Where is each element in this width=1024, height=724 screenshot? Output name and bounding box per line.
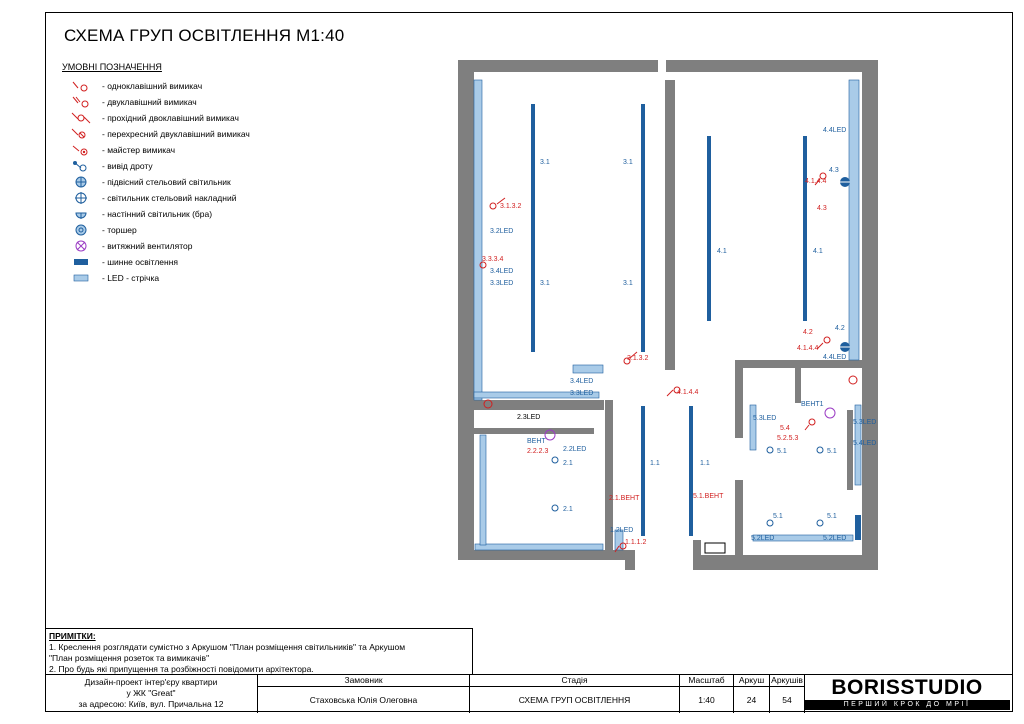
group-label: 3.1 — [540, 159, 550, 166]
track-lights — [531, 104, 861, 540]
group-label: 5.1 — [773, 513, 783, 520]
legend-label: - світильник стельовий накладний — [102, 193, 237, 203]
group-label: 5.3LED — [753, 415, 777, 422]
legend-item — [62, 207, 212, 221]
legend-label: - торшер — [102, 225, 137, 235]
floor-lamp-icon — [62, 224, 100, 236]
studio-logo — [804, 676, 1010, 710]
group-label: 3.1 — [623, 280, 633, 287]
project-cell — [45, 675, 257, 713]
legend-item — [62, 271, 159, 285]
wire-outlet-icon — [62, 160, 100, 172]
pass-through-switch-icon — [62, 112, 100, 124]
switch-label: 4.3 — [817, 205, 827, 212]
group-label: 2.1 — [563, 506, 573, 513]
group-label: 5.4LED — [853, 440, 877, 447]
legend-item — [62, 95, 197, 109]
legend-item — [62, 255, 178, 269]
switch-label: 4.1.4.4 — [797, 345, 819, 352]
switch-label: 5.1.ВЕНТ — [693, 493, 724, 500]
sheet-value: 24 — [733, 687, 769, 713]
group-label: 3.3LED — [490, 280, 514, 287]
switch-label: 2.1.ВЕНТ — [609, 495, 640, 502]
group-label: 2.1 — [563, 460, 573, 467]
master-switch-icon — [62, 144, 100, 156]
switch-label: 3.1.3.2 — [627, 355, 649, 362]
group-label: 4.4LED — [823, 354, 847, 361]
legend-item — [62, 127, 250, 141]
stage-value: СХЕМА ГРУП ОСВІТЛЕННЯ — [469, 687, 679, 713]
legend-label: - прохідний двоклавішний вимикач — [102, 113, 239, 123]
group-label: 5.1 — [777, 448, 787, 455]
notes-line: 2. Про будь які припущення та розбіжності повідомити архітектора. — [49, 664, 314, 674]
legend-label: - підвісний стельовий світильник — [102, 177, 231, 187]
group-label: 3.1 — [623, 159, 633, 166]
sheet-header: Аркуш — [733, 675, 769, 687]
logo-tagline: ПЕРШИЙ КРОК ДО МРІЇ — [804, 700, 1010, 710]
led-strip-icon — [62, 272, 100, 284]
client-header: Замовник — [257, 675, 469, 687]
group-label: 3.3LED — [570, 390, 594, 397]
client-name: Стаховська Юлія Олеговна — [257, 687, 469, 713]
project-line: за адресою: Київ, вул. Причальна 12 — [78, 699, 224, 709]
group-label: 2.2LED — [563, 446, 587, 453]
switch-label: 5.4 — [780, 425, 790, 432]
group-label: 3.1 — [540, 280, 550, 287]
exhaust-fan-icon — [62, 240, 100, 252]
switch-label: 3.3.3.4 — [482, 256, 504, 263]
legend-label: - шинне освітлення — [102, 257, 179, 267]
sheets-value: 54 — [769, 687, 805, 713]
switch-label: 2.2.2.3 — [527, 448, 549, 455]
wall-lamp-icon — [62, 208, 100, 220]
switch-label: 4.1.4.4 — [805, 178, 827, 185]
switch-label: 5.2.5.3 — [777, 435, 799, 442]
group-label: 1.1 — [700, 460, 710, 467]
cross-switch-icon — [62, 128, 100, 140]
group-label: ВЕНТ — [527, 438, 546, 445]
group-label: 1.1 — [650, 460, 660, 467]
group-label: ВЕНТ1 — [801, 401, 824, 408]
legend-item — [62, 175, 231, 189]
stage-header: Стадія — [469, 675, 679, 687]
track-light-icon — [62, 256, 100, 268]
legend-item — [62, 191, 236, 205]
legend-label: - майстер вимикач — [102, 145, 176, 155]
floor-plan-drawing — [455, 60, 885, 575]
switch-label: 4.2 — [803, 329, 813, 336]
logo-name: BORISSTUDIO — [831, 676, 983, 699]
project-line: Дизайн-проект інтер'єру квартири — [84, 677, 218, 687]
legend-label: - вивід дроту — [102, 161, 153, 171]
legend-label: - LED - стрічка — [102, 273, 160, 283]
drawing-title: СХЕМА ГРУП ОСВІТЛЕННЯ М1:40 — [64, 26, 345, 45]
legend-item — [62, 159, 153, 173]
sheets-header: Аркушів — [769, 675, 805, 687]
notes-block — [45, 628, 473, 674]
legend-label: - двуклавішний вимикач — [102, 97, 197, 107]
legend-item — [62, 79, 202, 93]
legend-heading: УМОВНІ ПОЗНАЧЕННЯ — [62, 62, 162, 72]
double-switch-icon — [62, 96, 100, 108]
project-line: у ЖК "Great" — [126, 688, 176, 698]
group-label: 3.2LED — [490, 228, 514, 235]
switch-label: 1.1.1.2 — [625, 539, 647, 546]
legend-item — [62, 223, 137, 237]
group-label: 5.2LED — [751, 535, 775, 542]
notes-heading: ПРИМІТКИ: — [49, 631, 96, 641]
group-label: 4.3 — [829, 167, 839, 174]
legend-item — [62, 143, 175, 157]
group-label: 4.2 — [835, 325, 845, 332]
legend-label: - одноклавішний вимикач — [102, 81, 203, 91]
legend-label: - перехресний двуклавішний вимикач — [102, 129, 250, 139]
ceiling-lamp-icon — [62, 192, 100, 204]
group-label: 2.3LED — [517, 414, 541, 421]
switch-label: 4.1.4.4 — [677, 389, 699, 396]
group-label: 3.4LED — [570, 378, 594, 385]
legend-item — [62, 111, 239, 125]
group-label: 5.3LED — [853, 419, 877, 426]
group-label: 4.1 — [717, 248, 727, 255]
floor-plan — [455, 60, 885, 575]
plan-labels — [482, 127, 876, 546]
group-label: 5.1 — [827, 513, 837, 520]
group-label: 4.1 — [813, 248, 823, 255]
notes-line: "План розміщення розеток та вимикачів" — [49, 653, 210, 663]
switch-label: 3.1.3.2 — [500, 203, 522, 210]
walls — [458, 60, 878, 570]
group-label: 3.4LED — [490, 268, 514, 275]
legend-item — [62, 239, 193, 253]
group-label: 5.2LED — [823, 535, 847, 542]
group-label: 1.2LED — [610, 527, 634, 534]
single-switch-icon — [62, 80, 100, 92]
scale-value: 1:40 — [679, 687, 733, 713]
legend-label: - настінний світильник (бра) — [102, 209, 213, 219]
group-label: 5.1 — [827, 448, 837, 455]
group-label: 4.4LED — [823, 127, 847, 134]
pendant-lamp-icon — [62, 176, 100, 188]
notes-line: 1. Креслення розглядати сумістно з Аркушом "План розміщення світильників" та Аркушом — [49, 642, 406, 652]
legend-label: - витяжний вентилятор — [102, 241, 193, 251]
scale-header: Масштаб — [679, 675, 733, 687]
